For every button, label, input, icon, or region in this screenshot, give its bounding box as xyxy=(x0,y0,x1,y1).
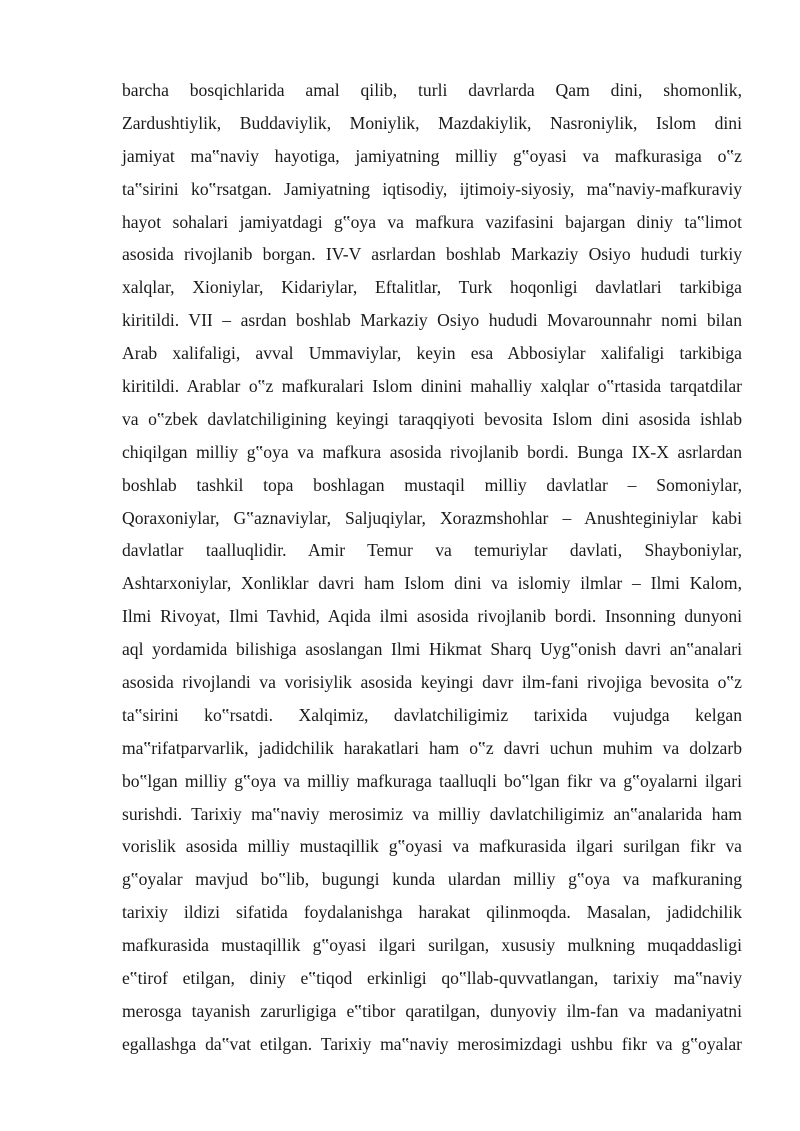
text-line: merosga tayanish zarurligiga e‟tibor qaratilgan, dunyoviy ilm-fan va madaniyatni xyxy=(122,1000,742,1021)
text-line: Arab xalifaligi, avval Ummaviylar, keyin esa Abbosiylar xalifaligi tarkibiga xyxy=(122,343,742,364)
text-line: va o‟zbek davlatchiligining keyingi taraqqiyoti bevosita Islom dini asosida ishlab xyxy=(122,408,742,429)
text-line: hayot sohalari jamiyatdagi g‟oya va mafkura vazifasini bajargan diniy ta‟limot xyxy=(122,211,742,232)
text-line: vorislik asosida milliy mustaqillik g‟oyasi va mafkurasida ilgari surilgan fikr va xyxy=(122,836,742,857)
text-line: bo‟lgan milliy g‟oya va milliy mafkuraga taalluqli bo‟lgan fikr va g‟oyalarni ilgari xyxy=(122,770,742,791)
text-line: surishdi. Tarixiy ma‟naviy merosimiz va milliy davlatchiligimiz an‟analarida ham xyxy=(122,803,742,824)
text-line: xalqlar, Xioniylar, Kidariylar, Eftalitlar, Turk hoqonligi davlatlari tarkibiga xyxy=(122,277,742,298)
text-line: davlatlar taalluqlidir. Amir Temur va temuriylar davlati, Shayboniylar, xyxy=(122,540,742,561)
text-line: boshlab tashkil topa boshlagan mustaqil milliy davlatlar – Somoniylar, xyxy=(122,474,742,495)
text-line: asosida rivojlanib borgan. IV-V asrlardan boshlab Markaziy Osiyo hududi turkiy xyxy=(122,244,742,265)
text-line: Qoraxoniylar, G‟aznaviylar, Saljuqiylar, Xorazmshohlar – Anushteginiylar kabi xyxy=(122,507,742,528)
text-line: barcha bosqichlarida amal qilib, turli davrlarda Qam dini, shomonlik, xyxy=(122,80,742,100)
text-line: egallashga da‟vat etilgan. Tarixiy ma‟naviy merosimizdagi ushbu fikr va g‟oyalar xyxy=(122,1033,742,1054)
text-line: tarixiy ildizi sifatida foydalanishga harakat qilinmoqda. Masalan, jadidchilik xyxy=(122,902,742,923)
text-line: chiqilgan milliy g‟oya va mafkura asosida rivojlanib bordi. Bunga IX-X asrlardan xyxy=(122,441,742,462)
text-line: ma‟rifatparvarlik, jadidchilik harakatlari ham o‟z davri uchun muhim va dolzarb xyxy=(122,737,742,758)
text-line: kiritildi. VII – asrdan boshlab Markaziy Osiyo hududi Movarounnahr nomi bilan xyxy=(122,310,742,331)
text-line: ta‟sirini ko‟rsatgan. Jamiyatning iqtisodiy, ijtimoiy-siyosiy, ma‟naviy-mafkuraviy xyxy=(122,178,742,199)
text-line: jamiyat ma‟naviy hayotiga, jamiyatning milliy g‟oyasi va mafkurasiga o‟z xyxy=(122,145,742,166)
text-line: aql yordamida bilishiga asoslangan Ilmi Hikmat Sharq Uyg‟onish davri an‟analari xyxy=(122,639,742,660)
text-line: Ilmi Rivoyat, Ilmi Tavhid, Aqida ilmi asosida rivojlanib bordi. Insonning dunyoni xyxy=(122,606,742,627)
text-line: mafkurasida mustaqillik g‟oyasi ilgari surilgan, xususiy mulkning muqaddasligi xyxy=(122,935,742,956)
text-line: asosida rivojlandi va vorisiylik asosida keyingi davr ilm-fani rivojiga bevosita o‟z xyxy=(122,672,742,693)
text-line: g‟oyalar mavjud bo‟lib, bugungi kunda ulardan milliy g‟oya va mafkuraning xyxy=(122,869,742,890)
body-text xyxy=(122,74,742,1061)
text-line: Ashtarxoniylar, Xonliklar davri ham Islom dini va islomiy ilmlar – Ilmi Kalom, xyxy=(122,573,742,594)
text-line: kiritildi. Arablar o‟z mafkuralari Islom dinini mahalliy xalqlar o‟rtasida tarqatdilar xyxy=(122,376,742,397)
text-line: ta‟sirini ko‟rsatdi. Xalqimiz, davlatchiligimiz tarixida vujudga kelgan xyxy=(122,704,742,725)
text-line: Zardushtiylik, Buddaviylik, Moniylik, Mazdakiylik, Nasroniylik, Islom dini xyxy=(122,112,742,133)
text-line: e‟tirof etilgan, diniy e‟tiqod erkinligi qo‟llab-quvvatlangan, tarixiy ma‟naviy xyxy=(122,968,742,989)
